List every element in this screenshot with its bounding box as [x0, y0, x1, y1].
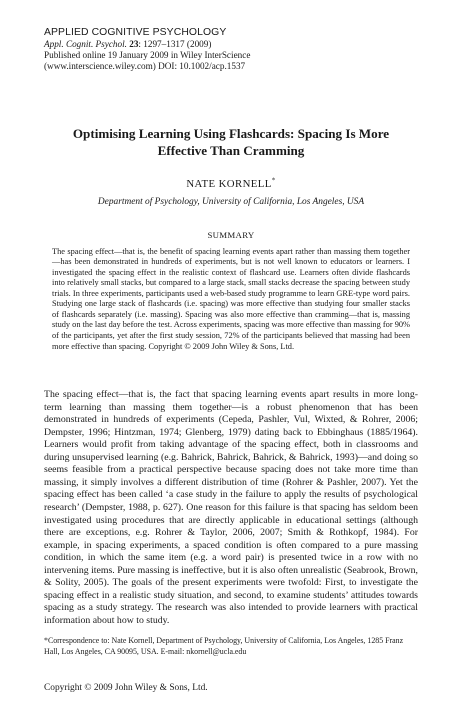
author-name: NATE KORNELL [186, 177, 272, 190]
summary-heading: SUMMARY [207, 229, 255, 240]
citation-line [44, 39, 418, 50]
published-line: Published online 19 January 2009 in Wiley InterScience [44, 50, 251, 61]
body-paragraph: The spacing effect—that is, the fact that spacing learning events apart results in more long-term learning than massing them together—is a robust phenomenon that has been demonstrated in hundreds of experiments (Cepeda, Pashler, Vul, Wixted, & Rohrer, 2006; Dempster, 1996; Hintzman, 1974; Glenberg, 1979) dating back to Ebbinghaus (1885/1964). Learners would profit from taking advantage of the spacing effect, both in classrooms and during unsupervised learning (e.g. Bahrick, Bahrick, Bahrick, & Bahrick, 1993)—and doing so seems feasible from a practical perspective because spacing does not take more time than massing, it simply involves a different distribution of time (Rohrer & Pashler, 2007). Yet the spacing effect has been called ‘a case study in the failure to apply the results of psychological research’ (Dempster, 1988, p. 627). One reason for this failure is that spacing has seldom been investigated using procedures that are directly applicable in educational settings (although there are exceptions, e.g. Rohrer & Taylor, 2006, 2007; Smith & Rothkopf, 1984). For example, in spacing experiments, a spaced condition is often compared to a pure massing condition, in which the same item (e.g. a word pair) is presented twice in a row with no intervening items. Pure massing is ineffective, but it is also often unrealistic (Seabrook, Brown, & Solity, 2005). The goals of the present experiments were twofold: First, to investigate the spacing effect in a realistic study situation, and second, to examine students’ attitudes towards spacing as a study strategy. The research was also intended to provide learners with practical information about how to study. [44, 389, 418, 626]
journal-name: APPLIED COGNITIVE PSYCHOLOGY [44, 27, 227, 38]
page-footer-copyright: Copyright © 2009 John Wiley & Sons, Ltd. [44, 683, 208, 693]
citation-pages: : 1297–1317 (2009) [138, 39, 212, 49]
correspondence-mark: * [271, 176, 276, 185]
citation-volume: 23 [129, 39, 139, 49]
author-affiliation: Department of Psychology, University of California, Los Angeles, USA [97, 196, 365, 207]
citation-journal: Appl. Cognit. Psychol. [44, 39, 127, 49]
correspondence-footnote: *Correspondence to: Nate Kornell, Department of Psychology, University of California, Los Angeles, 1285 Franz Hall, Los Angeles, CA 90095, USA. E-mail: nkornell@ucla.edu [44, 636, 404, 656]
journal-header [44, 27, 418, 73]
paper-title: Optimising Learning Using Flashcards: Spacing Is More Effective Than Cramming [72, 125, 390, 158]
doi-line[interactable]: (www.interscience.wiley.com) DOI: 10.1002/acp.1537 [44, 61, 246, 72]
summary-text: The spacing effect—that is, the benefit of spacing learning events apart rather than massing them together—has been demonstrated in hundreds of experiments, but is not well known to educators or learners. I investigated the spacing effect in the realistic context of flashcard use. Learners often divide flashcards into relatively small stacks, but compared to a large stack, small stacks decrease the spacing between study trials. In three experiments, participants used a web-based study programme to learn GRE-type word pairs. Studying one large stack of flashcards (i.e. spacing) was more effective than studying four smaller stacks of flashcards separately (i.e. massing). Spacing was also more effective than cramming—that is, massing study on the last day before the test. Across experiments, spacing was more effective than massing for 90% of the participants, yet after the first study session, 72% of the participants believed that massing had been more effective than spacing. Copyright © 2009 John Wiley & Sons, Ltd. [52, 246, 410, 351]
author-line [44, 178, 418, 190]
